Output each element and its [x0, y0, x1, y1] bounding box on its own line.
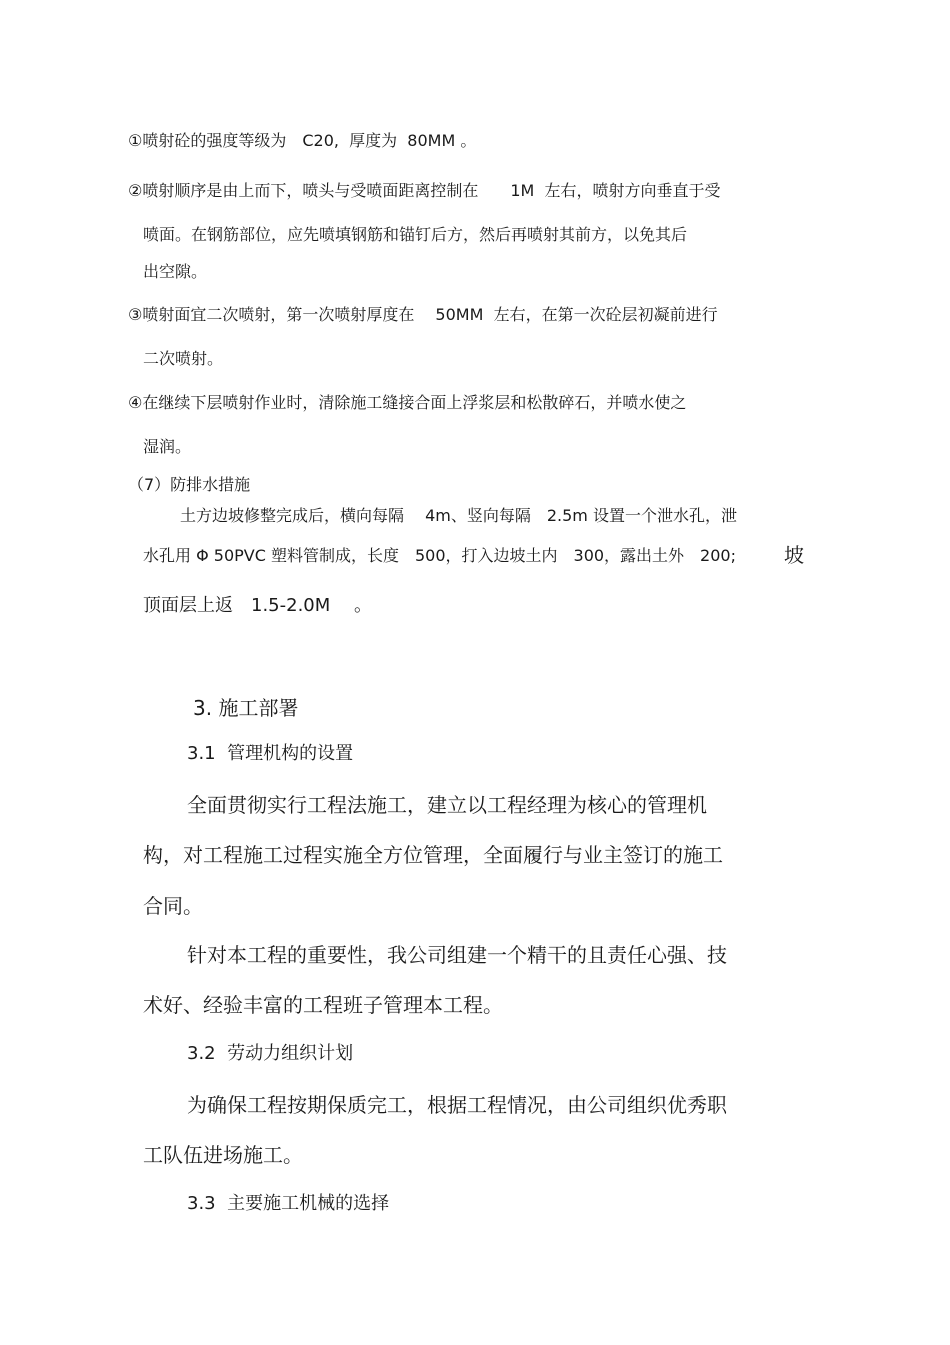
section-3-1-para-1-line-2: 构，对工程施工过程实施全方位管理，全面履行与业主签订的施工: [143, 843, 723, 867]
drainage-heading: （7）防排水措施: [128, 475, 251, 494]
spray-item-4-line-2: 湿润。: [143, 437, 192, 456]
section-3-3-heading: 3.3 主要施工机械的选择: [187, 1193, 390, 1214]
section-3-1-para-2-line-2: 术好、经验丰富的工程班子管理本工程。: [143, 993, 503, 1017]
section-3-1-para-1-line-1: 全面贯彻实行工程法施工，建立以工程经理为核心的管理机: [187, 793, 707, 817]
spray-item-2-line-2: 喷面。在钢筋部位，应先喷填钢筋和锚钉后方，然后再喷射其前方，以免其后: [143, 225, 688, 244]
section-3-2-heading: 3.2 劳动力组织计划: [187, 1043, 354, 1064]
section-3-2-para-line-1: 为确保工程按期保质完工，根据工程情况，由公司组织优秀职: [187, 1093, 727, 1117]
drainage-line-1: 土方边坡修整完成后，横向每隔 4m、竖向每隔 2.5m 设置一个泄水孔，泄: [180, 506, 737, 525]
spray-item-3-line-2: 二次喷射。: [143, 349, 224, 368]
spray-item-2-line-1: ②喷射顺序是由上而下，喷头与受喷面距离控制在 1M 左右，喷射方向垂直于受: [128, 181, 721, 200]
spray-item-2-line-3: 出空隙。: [143, 262, 208, 281]
section-3-2-para-line-2: 工队伍进场施工。: [143, 1143, 303, 1167]
section-3-1-heading: 3.1 管理机构的设置: [187, 743, 354, 764]
section-3-1-para-2-line-1: 针对本工程的重要性，我公司组建一个精干的且责任心强、技: [187, 943, 727, 967]
drainage-line-2: 水孔用 Φ 50PVC 塑料管制成，长度 500，打入边坡土内 300，露出土外 200;: [143, 546, 736, 565]
spray-item-1: ①喷射砼的强度等级为 C20, 厚度为 80MM 。: [128, 131, 477, 150]
drainage-line-2-end: 坡: [784, 543, 804, 567]
drainage-line-3: 顶面层上返 1.5-2.0M 。: [143, 595, 372, 616]
section-3-heading: 3. 施工部署: [193, 696, 299, 720]
section-3-1-para-1-line-3: 合同。: [143, 894, 203, 918]
spray-item-3-line-1: ③喷射面宜二次喷射，第一次喷射厚度在 50MM 左右，在第一次砼层初凝前进行: [128, 305, 718, 324]
spray-item-4-line-1: ④在继续下层喷射作业时，清除施工缝接合面上浮浆层和松散碎石，并喷水使之: [128, 393, 687, 412]
